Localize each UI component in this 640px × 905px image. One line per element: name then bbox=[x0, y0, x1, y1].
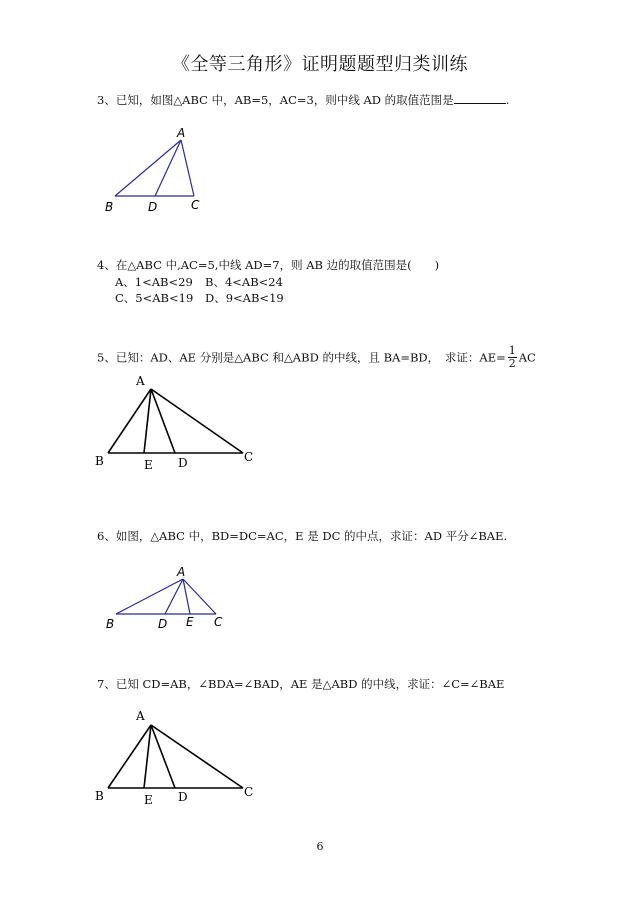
fig7-label-b: B bbox=[95, 789, 104, 803]
fig7-label-e: E bbox=[144, 793, 153, 807]
fig6-label-b: B bbox=[106, 617, 115, 631]
fraction-numerator: 1 bbox=[508, 344, 516, 357]
question-4-text: 4、在△ABC 中,AC=5,中线 AD=7，则 AB 边的取值范围是( ) bbox=[97, 258, 440, 272]
fig6-label-e: E bbox=[186, 615, 194, 629]
fraction-denominator: 2 bbox=[508, 357, 516, 370]
fig3-label-a: A bbox=[177, 126, 186, 140]
option-d: D、9<AB<19 bbox=[205, 291, 284, 305]
fig7-label-a: A bbox=[136, 709, 145, 723]
fig5-label-e: E bbox=[144, 458, 153, 472]
page-number: 6 bbox=[316, 840, 324, 853]
fig3-label-c: C bbox=[191, 198, 200, 212]
question-5-tail: AC bbox=[518, 350, 536, 365]
option-b: B、4<AB<24 bbox=[205, 275, 283, 289]
fig3-label-b: B bbox=[105, 200, 114, 214]
fig5-label-d: D bbox=[178, 456, 188, 470]
fig5-label-c: C bbox=[244, 450, 254, 464]
fig7-label-c: C bbox=[244, 785, 254, 799]
question-3-tail: . bbox=[505, 93, 510, 107]
fig6-label-a: A bbox=[177, 565, 186, 579]
option-a: A、1<AB<29 bbox=[115, 275, 193, 289]
question-6-text: 6、如图，△ABC 中，BD=DC=AC，E 是 DC 的中点，求证：AD 平分∠BAE. bbox=[97, 529, 508, 543]
fig5-label-a: A bbox=[136, 374, 145, 388]
fig6-label-c: C bbox=[214, 615, 223, 629]
option-c: C、5<AB<19 bbox=[115, 291, 194, 305]
page-title: 《全等三角形》证明题题型归类训练 bbox=[172, 54, 468, 75]
fig5-label-b: B bbox=[95, 454, 104, 468]
question-5-text: 5、已知：AD、AE 分别是△ABC 和△ABD 的中线，且 BA=BD， 求证：AE= bbox=[97, 350, 506, 365]
fig6-label-d: D bbox=[158, 617, 168, 631]
question-7-text: 7、已知 CD=AB，∠BDA=∠BAD，AE 是△ABD 的中线，求证：∠C=∠BAE bbox=[97, 677, 505, 691]
fig7-label-d: D bbox=[178, 790, 188, 804]
question-3-text: 3、已知，如图△ABC 中，AB=5，AC=3，则中线 AD 的取值范围是 bbox=[97, 93, 454, 107]
fig3-label-d: D bbox=[148, 200, 158, 214]
